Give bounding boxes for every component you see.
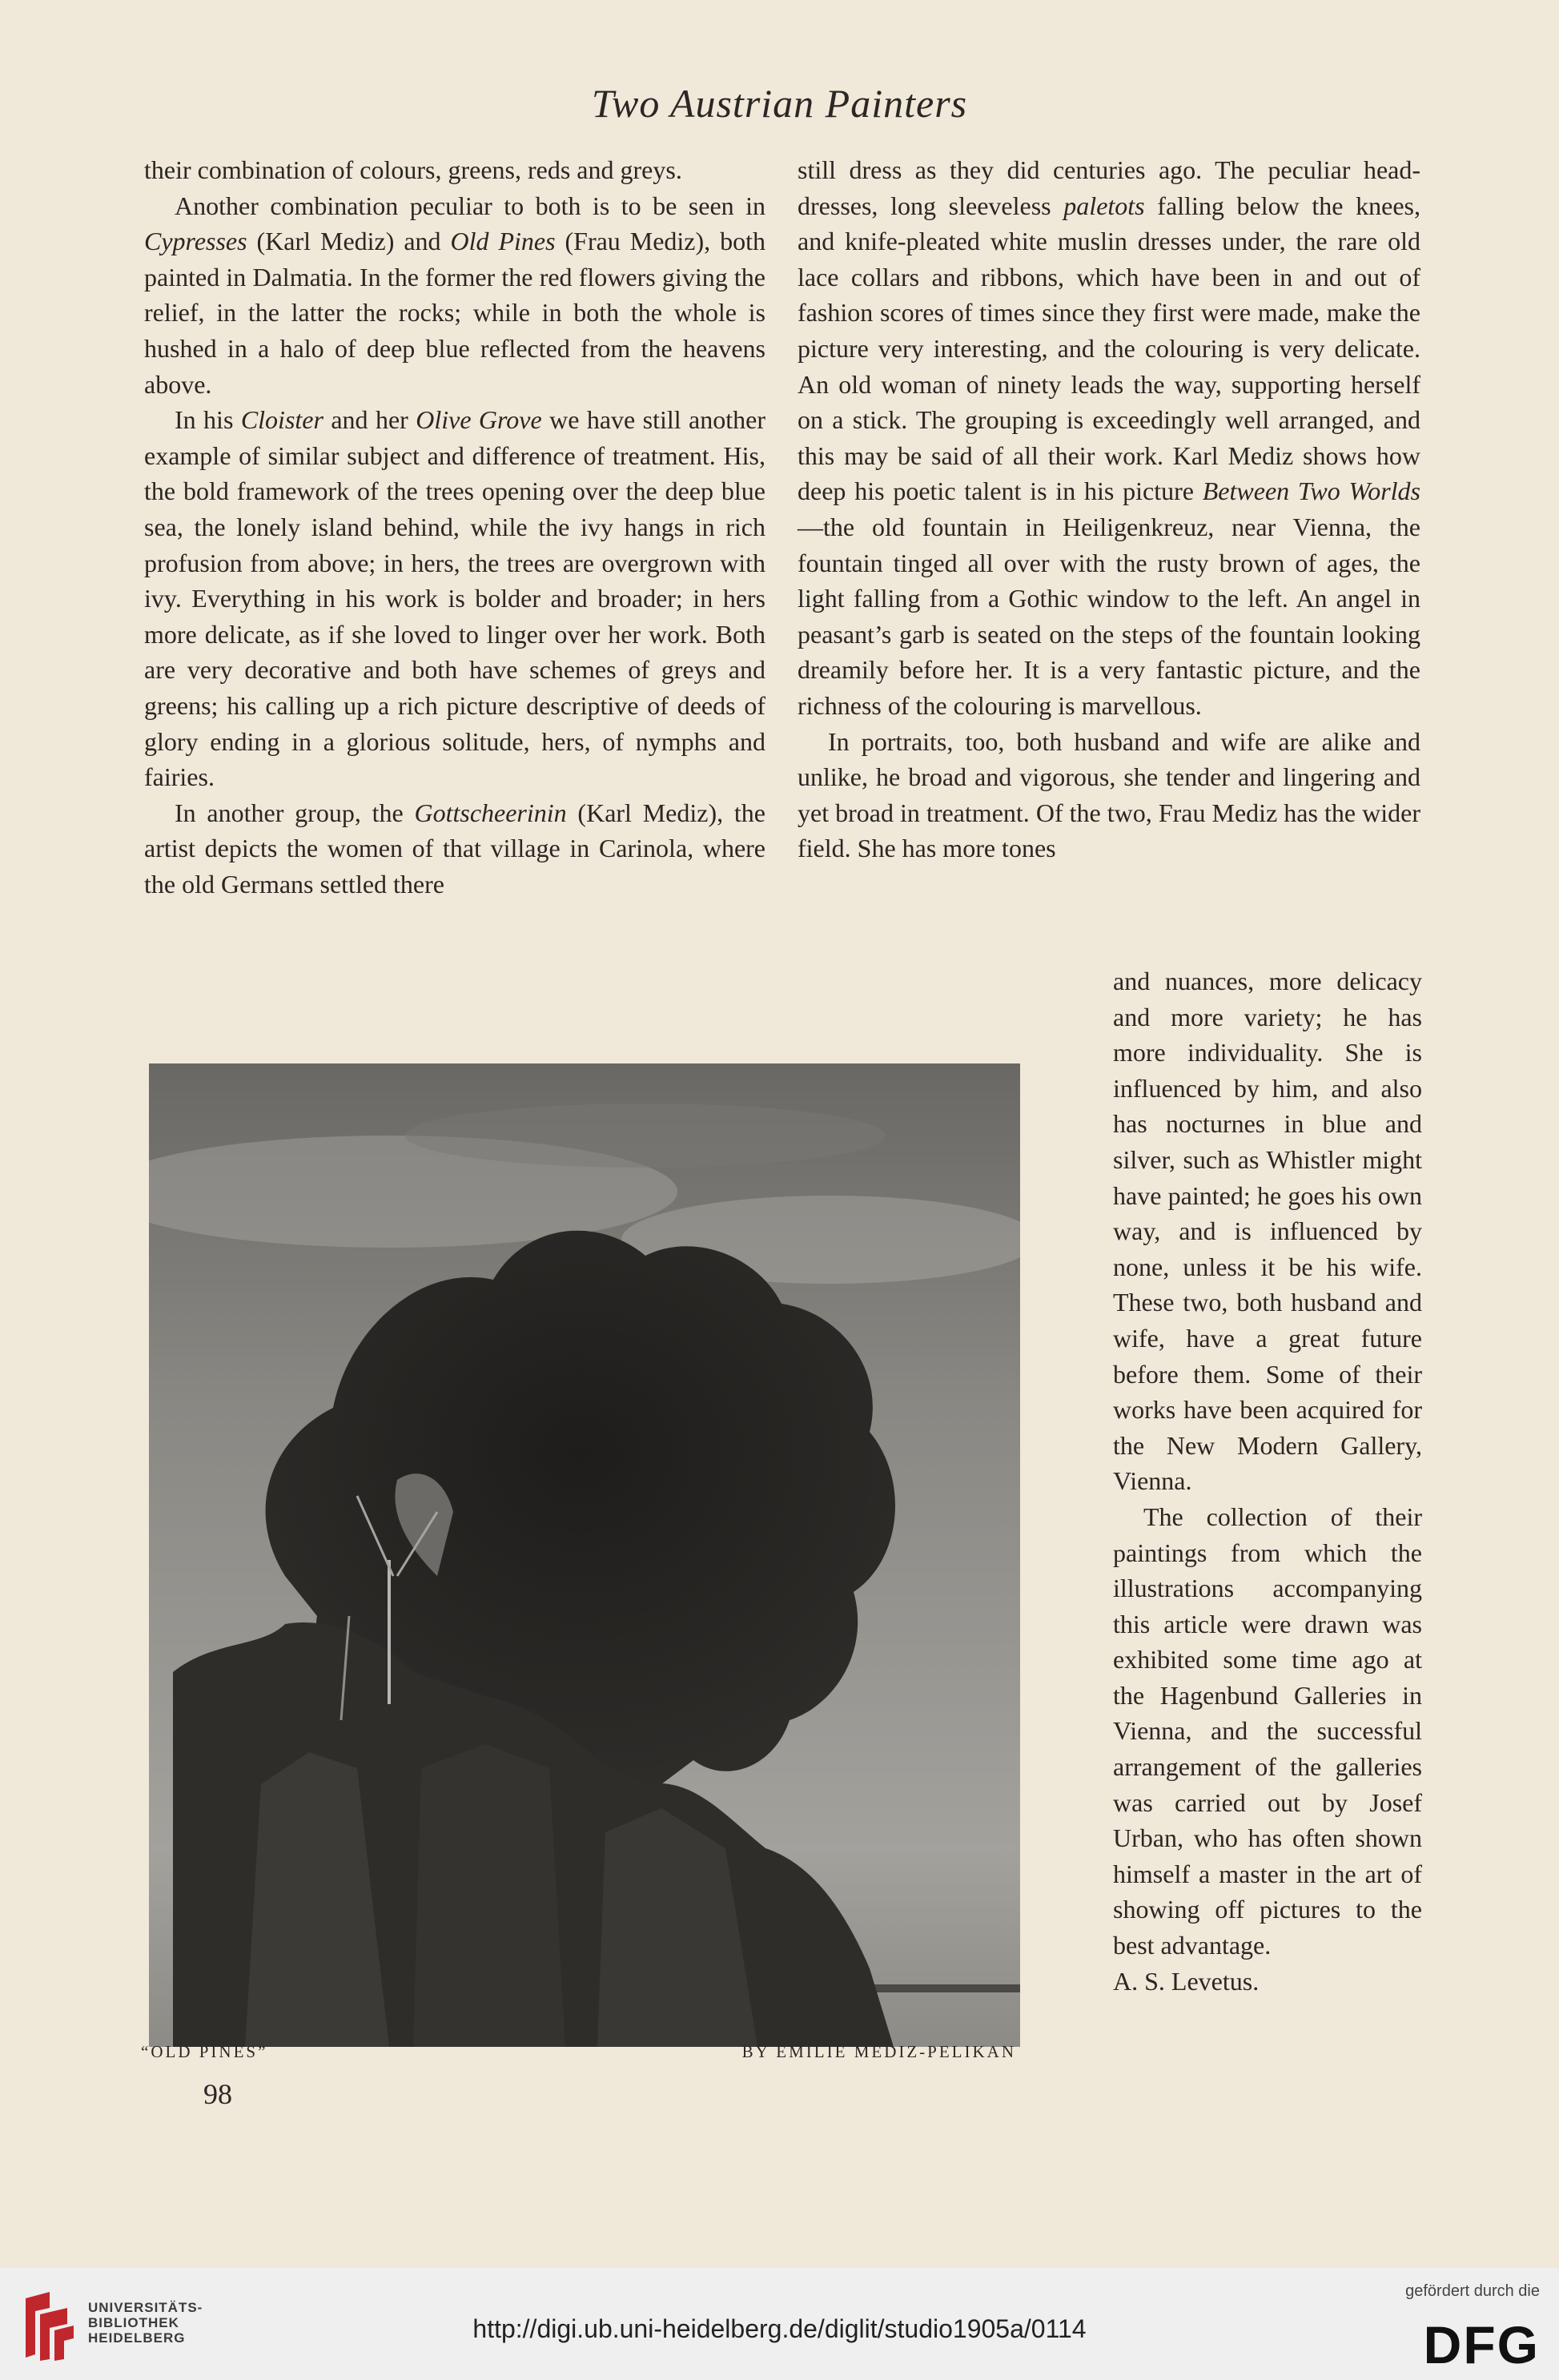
- library-name-line: UNIVERSITÄTS-: [88, 2300, 203, 2315]
- library-name-line: BIBLIOTHEK: [88, 2315, 179, 2330]
- paragraph: [144, 402, 765, 795]
- work-title: Olive Grove: [416, 405, 542, 435]
- paragraph-text: In his: [175, 405, 241, 435]
- paragraph-text: their combination of colours, greens, reds and greys.: [144, 155, 682, 184]
- paragraph-text: we have still another example of similar subject and difference of treatment. His, the bold framework of the trees opening over the deep blue sea, the lonely island behind, while the ivy hangs in rich profusion from above; in hers, the trees are overgrown with ivy. Everything in his work is bolder and broader; in hers more delicate, as if she loved to linger over her work. Both are very decorative and both have schemes of greys and greens; his calling up a rich picture descriptive of deeds of glory ending in a glorious solitude, hers, of nymphs and fairies.: [144, 405, 766, 792]
- work-title: Cloister: [240, 405, 323, 435]
- paragraph-text: In another group, the: [175, 798, 415, 827]
- paragraph: [1113, 1499, 1422, 1964]
- narrow-column: [1113, 963, 1422, 1999]
- paragraph: [798, 152, 1420, 724]
- work-title: Gottscheerinin: [414, 798, 567, 827]
- paragraph-text: —the old fountain in Heiligenkreuz, near Vienna, the fountain tinged all over with the rusty brown of ages, the light falling from a Gothic window to the left. An angel in peasant’s garb is seated on the steps of the fountain looking dreamily before her. It is a very fantastic picture, and the richness of the colouring is marvellous.: [798, 512, 1420, 720]
- permalink-url[interactable]: http://digi.ub.uni-heidelberg.de/diglit/studio1905a/0114: [472, 2314, 1087, 2343]
- author-signature: [1113, 1964, 1422, 2000]
- paragraph-text: (Frau Mediz), both painted in Dalmatia. In the former the red flowers giving the relief, in the latter the rocks; while in both the whole is hushed in a halo of deep blue reflected from the heavens above.: [144, 227, 766, 399]
- paragraph: [144, 795, 765, 903]
- paragraph-text: and nuances, more delicacy and more variety; he has more individuality. She is influenced by him, and also has nocturnes in blue and silver, such as Whistler might have painted; he goes his own way, and is influenced by none, unless it be his wife. These two, both husband and wife, have a great future before them. Some of their works have been acquired for the New Modern Gallery, Vienna.: [1113, 967, 1422, 1496]
- funded-by-label: gefördert durch die: [1405, 2282, 1540, 2300]
- paragraph: [1113, 963, 1422, 1499]
- digitization-footer: [0, 2268, 1559, 2380]
- paragraph: [144, 188, 765, 403]
- signature-text: A. S. Levetus.: [1113, 1966, 1260, 1996]
- paragraph-text: Another combination peculiar to both is to be seen in: [175, 191, 765, 220]
- running-title: Two Austrian Painters: [591, 81, 968, 126]
- work-title: Cypresses: [144, 227, 247, 256]
- work-title: Between Two Worlds: [1202, 476, 1420, 506]
- work-title: paletots: [1063, 191, 1145, 220]
- plate-caption-credit: BY EMILIE MEDIZ-PELIKAN: [741, 2042, 1016, 2061]
- paragraph-text: (Karl Mediz) and: [247, 227, 451, 256]
- plate-caption-title: “OLD PINES”: [141, 2042, 268, 2061]
- left-column: [144, 152, 765, 902]
- work-title: Old Pines: [450, 227, 556, 256]
- paragraph: [798, 724, 1420, 866]
- paragraph-text: and her: [323, 405, 416, 435]
- right-column: [798, 152, 1420, 866]
- painting-plate: [149, 1063, 1020, 2047]
- paragraph: [144, 152, 765, 188]
- paragraph-text: falling below the knees, and knife-pleated white muslin dresses under, the rare old lace collars and ribbons, which have been in and out of fashion scores of times since they first were made, make the picture very interesting, and the colouring is very delicate. An old woman of ninety leads the way, supporting herself on a stick. The grouping is exceedingly well arranged, and this may be said of all their work. Karl Mediz shows how deep his poetic talent is in his picture: [798, 191, 1421, 506]
- dfg-logo: DFG: [1423, 2315, 1540, 2374]
- page-number: 98: [203, 2078, 232, 2110]
- paragraph-text: The collection of their paintings from which the illustrations accompanying this article were drawn was exhibited some time ago at the Hagenbund Galleries in Vienna, and the successful arrangement of the galleries was carried out by Josef Urban, who has often shown himself a master in the art of showing off pictures to the best advantage.: [1113, 1502, 1422, 1960]
- old-pines-painting: [149, 1063, 1020, 2047]
- paragraph-text: still dress as they did centuries ago. The peculiar head-dresses, long sleeveless: [798, 155, 1420, 220]
- paragraph-text: (Karl Mediz), the artist depicts the women of that village in Carinola, where the old Germans settled there: [144, 798, 766, 899]
- library-name-line: HEIDELBERG: [88, 2330, 186, 2346]
- paragraph-text: In portraits, too, both husband and wife are alike and unlike, he broad and vigorous, she tender and lingering and yet broad in treatment. Of the two, Frau Mediz has the wider field. She has more tones: [798, 726, 1420, 863]
